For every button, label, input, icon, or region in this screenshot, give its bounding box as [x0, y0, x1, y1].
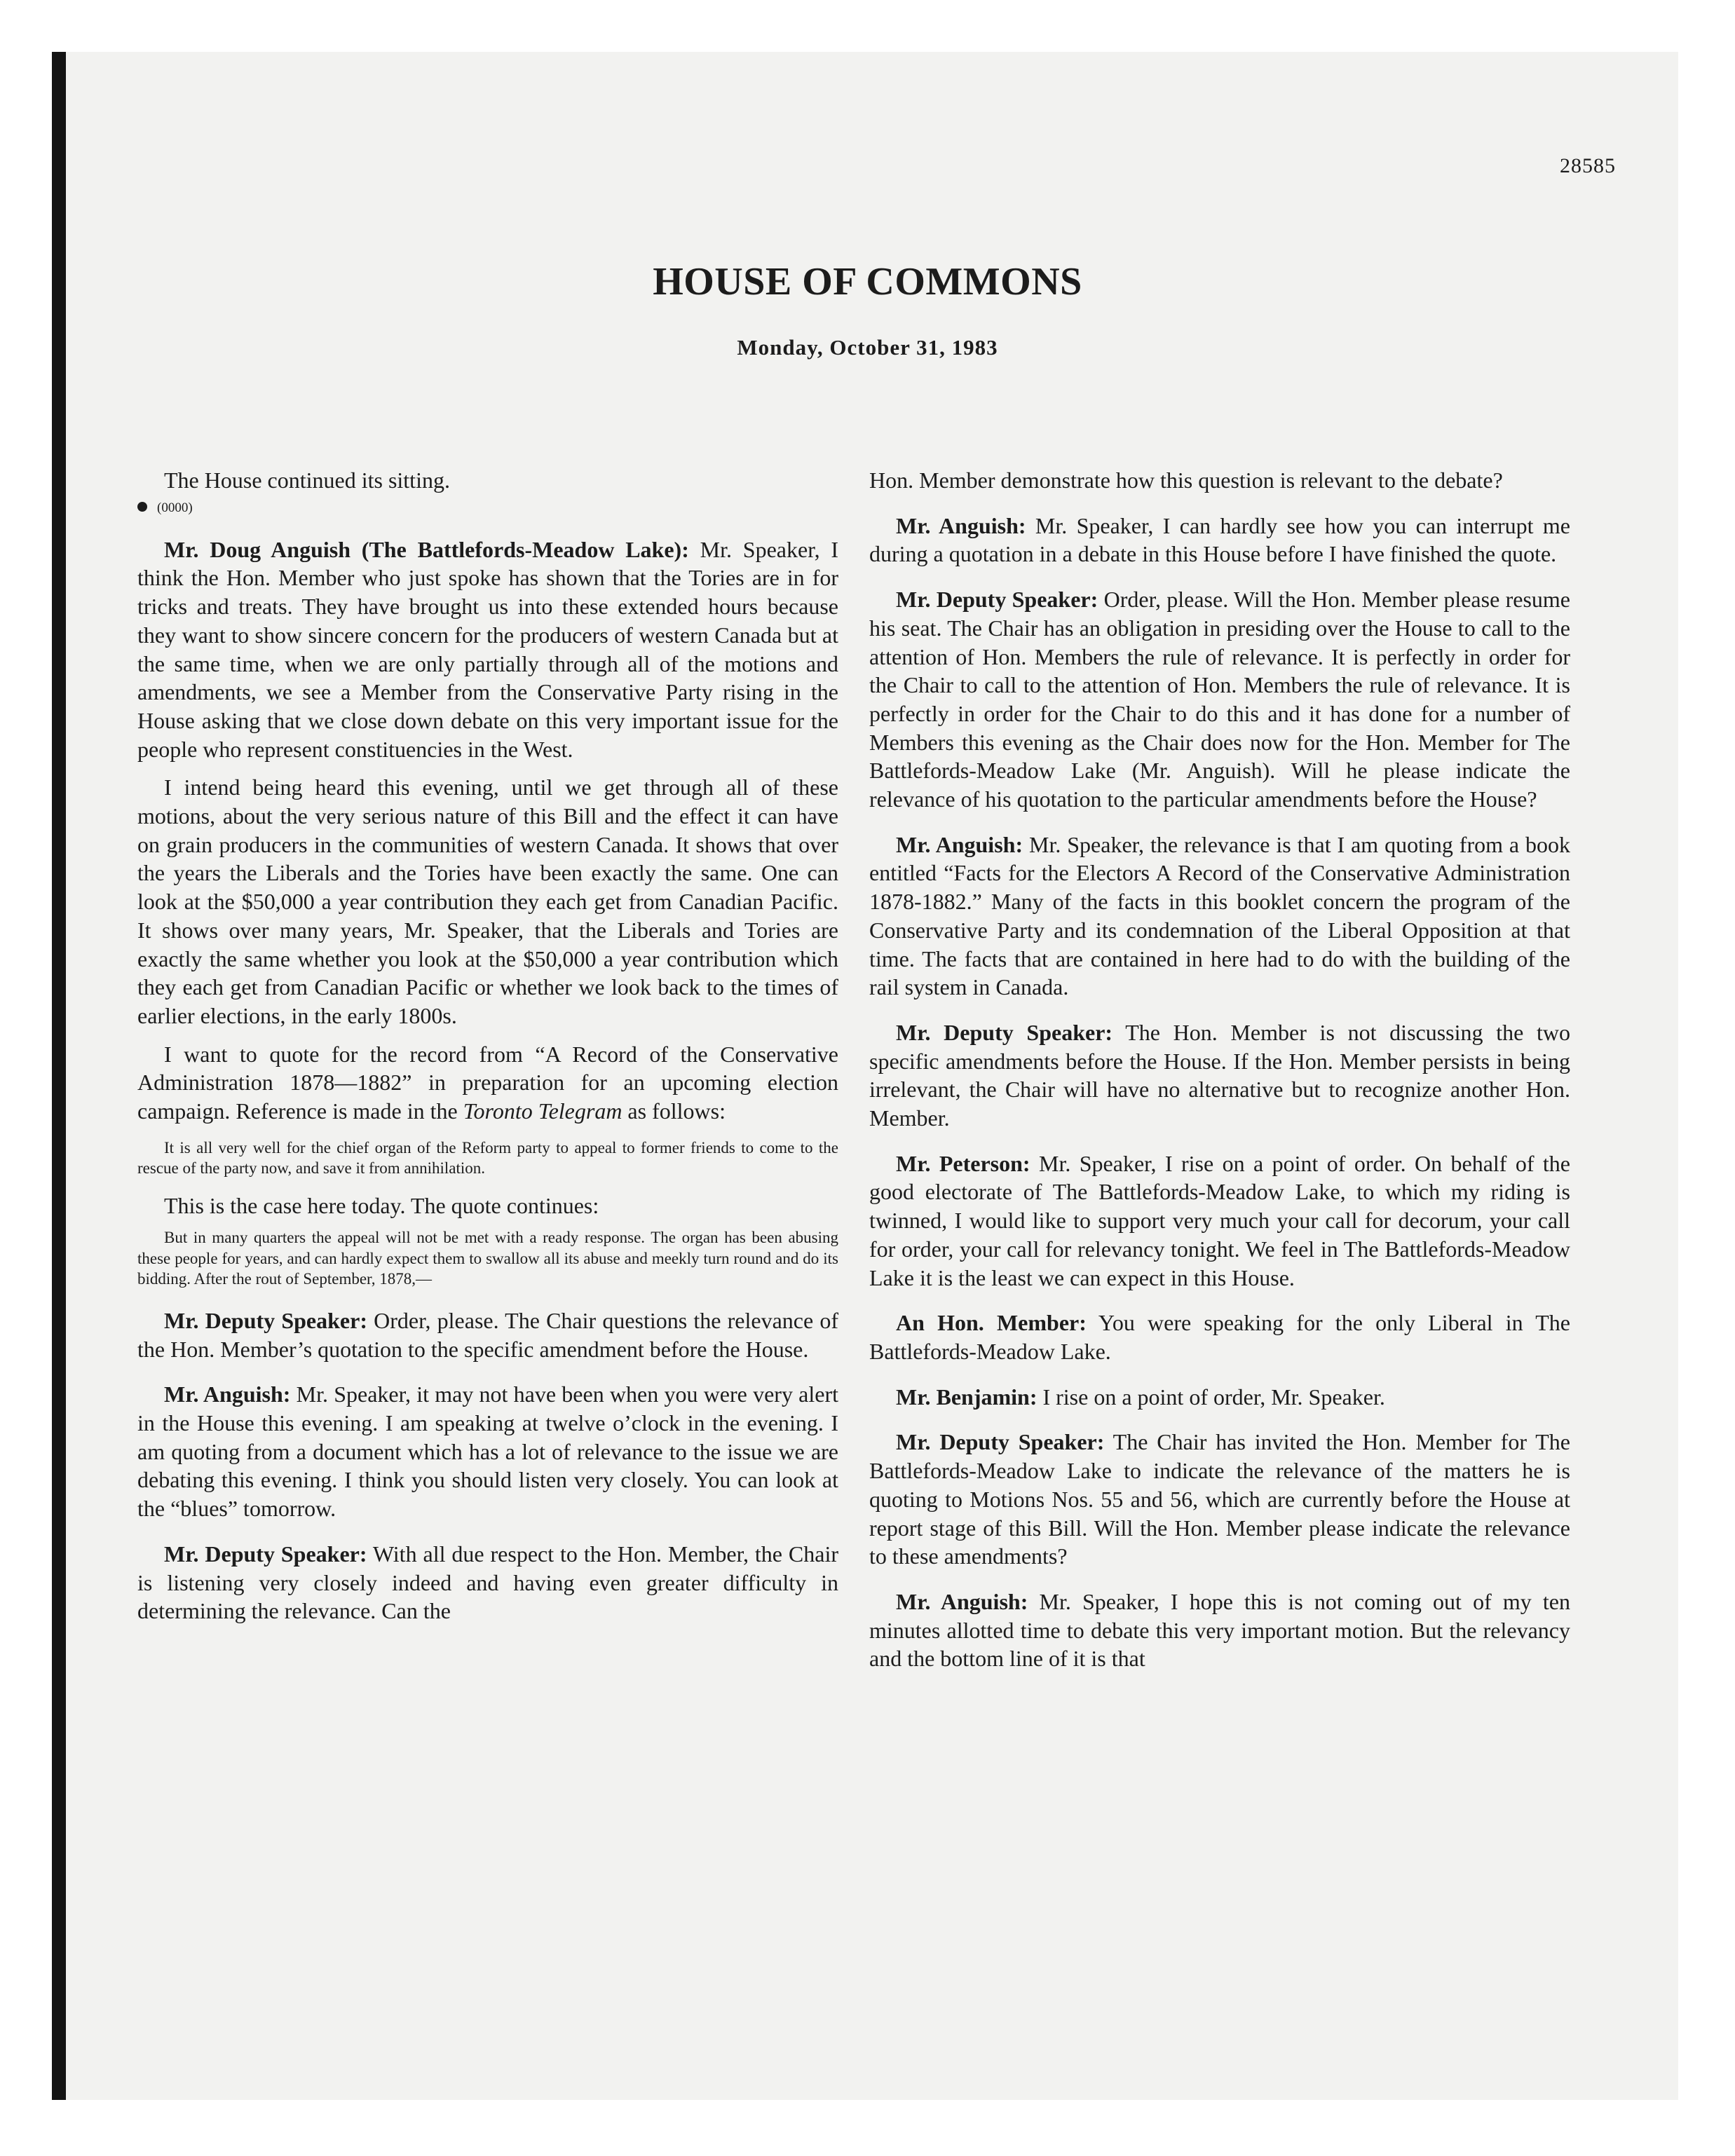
speaker-name: Mr. Deputy Speaker:	[896, 587, 1098, 613]
paragraph	[137, 1306, 838, 1363]
time-marker	[137, 498, 838, 519]
speaker-name: Mr. Deputy Speaker:	[164, 1541, 367, 1567]
paragraph	[869, 1018, 1570, 1133]
left-column	[137, 466, 838, 1642]
speech-text: I want to quote for the record from “A Record of the Conservative Administration 1878—1882” in preparation for an upcoming election campaign. Reference is made in the	[137, 1041, 838, 1124]
sitting-date: Monday, October 31, 1983	[737, 335, 998, 360]
speaker-name: Mr. Benjamin:	[896, 1384, 1037, 1410]
time-marker-label: (0000)	[157, 500, 193, 515]
paragraph	[869, 1588, 1570, 1673]
paragraph	[869, 1149, 1570, 1292]
page-number: 28585	[1560, 154, 1616, 177]
speaker-name: Mr. Deputy Speaker:	[896, 1019, 1113, 1045]
paragraph	[137, 535, 838, 764]
paragraph: This is the case here today. The quote continues:	[164, 1192, 599, 1218]
speech-text: You were speaking for the only Liberal in The Battlefords-Meadow Lake.	[869, 1310, 1571, 1364]
speech-text: I rise on a point of order, Mr. Speaker.	[1037, 1384, 1385, 1410]
speaker-name: Mr. Doug Anguish (The Battlefords-Meadow Lake):	[164, 536, 689, 562]
block-quote: It is all very well for the chief organ of the Reform party to appeal to former friends to come to the rescue of the party now, and save it from annihilation.	[137, 1138, 838, 1178]
speaker-name: Mr. Anguish:	[896, 1588, 1028, 1614]
paragraph	[137, 1540, 838, 1625]
speaker-name: Mr. Anguish:	[896, 831, 1023, 857]
paragraph	[869, 1383, 1570, 1412]
paragraph: The House continued its sitting.	[164, 468, 450, 493]
speech-text: Mr. Speaker, I think the Hon. Member who just spoke has shown that the Tories are in for tricks and treats. They have brought us into these extended hours because they want to show sincere concern for the producers of western Canada but at the same time, when we are only partially through all of the motions and amendments, we see a Member from the Conservative Party rising in the House asking that we close down debate on this very important issue for the people who represent constituencies in the West.	[137, 536, 839, 762]
speaker-name: Mr. Peterson:	[896, 1150, 1030, 1176]
block-quote: But in many quarters the appeal will not be met with a ready response. The organ has been abusing these people for years, and can hardly expect them to swallow all its abuse and meekly turn round and do its bidding. After the rout of September, 1878,—	[137, 1229, 838, 1288]
speech-text: Mr. Speaker, the relevance is that I am quoting from a book entitled “Facts for the Electors A Record of the Conservative Administration 1878-1882.” Many of the facts in this booklet concern the program of the Conservative Party and its condemnation of the Liberal Opposition at that time. The facts that are contained in here had to do with the building of the rail system in Canada.	[869, 831, 1571, 1000]
paragraph	[869, 1309, 1570, 1365]
bullet-icon	[137, 502, 147, 512]
speech-text: With all due respect to the Hon. Member, the Chair is listening very closely indeed and having even greater difficulty in determining the relevance. Can the	[137, 1541, 839, 1624]
paragraph: I intend being heard this evening, until we get through all of these motions, about the very serious nature of this Bill and the effect it can have on grain producers in the communities of western Canada. It shows that over the years the Liberals and the Tories have been exactly the same. One can look at the $50,000 a year contribution they each get from Canadian Pacific. It shows over many years, Mr. Speaker, that the Liberals and Tories are exactly the same whether you look at the $50,000 a year contribution which they each get from Canadian Pacific or whether we look back to the times of earlier elections, in the early 1800s.	[137, 775, 838, 1028]
newspaper-title: Toronto Telegram	[463, 1098, 622, 1124]
paragraph	[869, 1428, 1570, 1571]
speech-text: Order, please. Will the Hon. Member please resume his seat. The Chair has an obligation in presiding over the House to call to the attention of Hon. Members the rule of relevance. It is perfectly in order for the Chair to call to the attention of Hon. Members the rule of relevance. It is perfectly in order for the Chair to do this and it has done for a number of Members this evening as the Chair does now for the Hon. Member for The Battlefords-Meadow Lake (Mr. Anguish). Will he please indicate the relevance of his quotation to the particular amendments before the House?	[869, 587, 1571, 812]
paragraph	[137, 1380, 838, 1523]
right-column	[869, 466, 1570, 1689]
speaker-name: Mr. Deputy Speaker:	[896, 1429, 1105, 1455]
speech-text: Mr. Speaker, I rise on a point of order. On behalf of the good electorate of The Battlefords-Meadow Lake, to which my riding is twinned, I would like to support very much your call for decorum, your call for order, your call for relevancy tonight. We feel in The Battlefords-Meadow Lake it is the least we can expect in this House.	[869, 1150, 1571, 1290]
speech-text: as follows:	[622, 1098, 726, 1124]
speech-text: Mr. Speaker, it may not have been when you were very alert in the House this evening. I am speaking at twelve o’clock in the evening. I am quoting from a document which has a lot of relevance to the issue we are debating this evening. I think you should listen very closely. You can look at the “blues” tomorrow.	[137, 1381, 839, 1522]
paragraph	[137, 1040, 838, 1126]
paragraph: Hon. Member demonstrate how this question is relevant to the debate?	[869, 468, 1503, 493]
speaker-name: Mr. Deputy Speaker:	[164, 1307, 367, 1333]
speech-text: Order, please. The Chair questions the relevance of the Hon. Member’s quotation to the specific amendment before the House.	[137, 1307, 839, 1362]
page-title: HOUSE OF COMMONS	[653, 260, 1082, 303]
speaker-name: An Hon. Member:	[896, 1310, 1087, 1336]
speaker-name: Mr. Anguish:	[896, 512, 1026, 538]
paragraph	[869, 512, 1570, 568]
paragraph	[869, 831, 1570, 1002]
speech-text: The Hon. Member is not discussing the two specific amendments before the House. If the Hon. Member persists in being irrelevant, the Chair will have no alternative but to recognize another Hon. Member.	[869, 1019, 1570, 1131]
speech-text: The Chair has invited the Hon. Member for The Battlefords-Meadow Lake to indicate the relevance of the matters he is quoting to Motions Nos. 55 and 56, which are currently before the House at report stage of this Bill. Will the Hon. Member please indicate the relevance to these amendments?	[869, 1429, 1571, 1569]
paragraph	[869, 585, 1570, 814]
speech-text: Mr. Speaker, I can hardly see how you can interrupt me during a quotation in a debate in this House before I have finished the quote.	[869, 512, 1571, 567]
speaker-name: Mr. Anguish:	[164, 1381, 291, 1407]
speech-text: Mr. Speaker, I hope this is not coming out of my ten minutes allotted time to debate this very important motion. But the relevancy and the bottom line of it is that	[869, 1588, 1570, 1672]
